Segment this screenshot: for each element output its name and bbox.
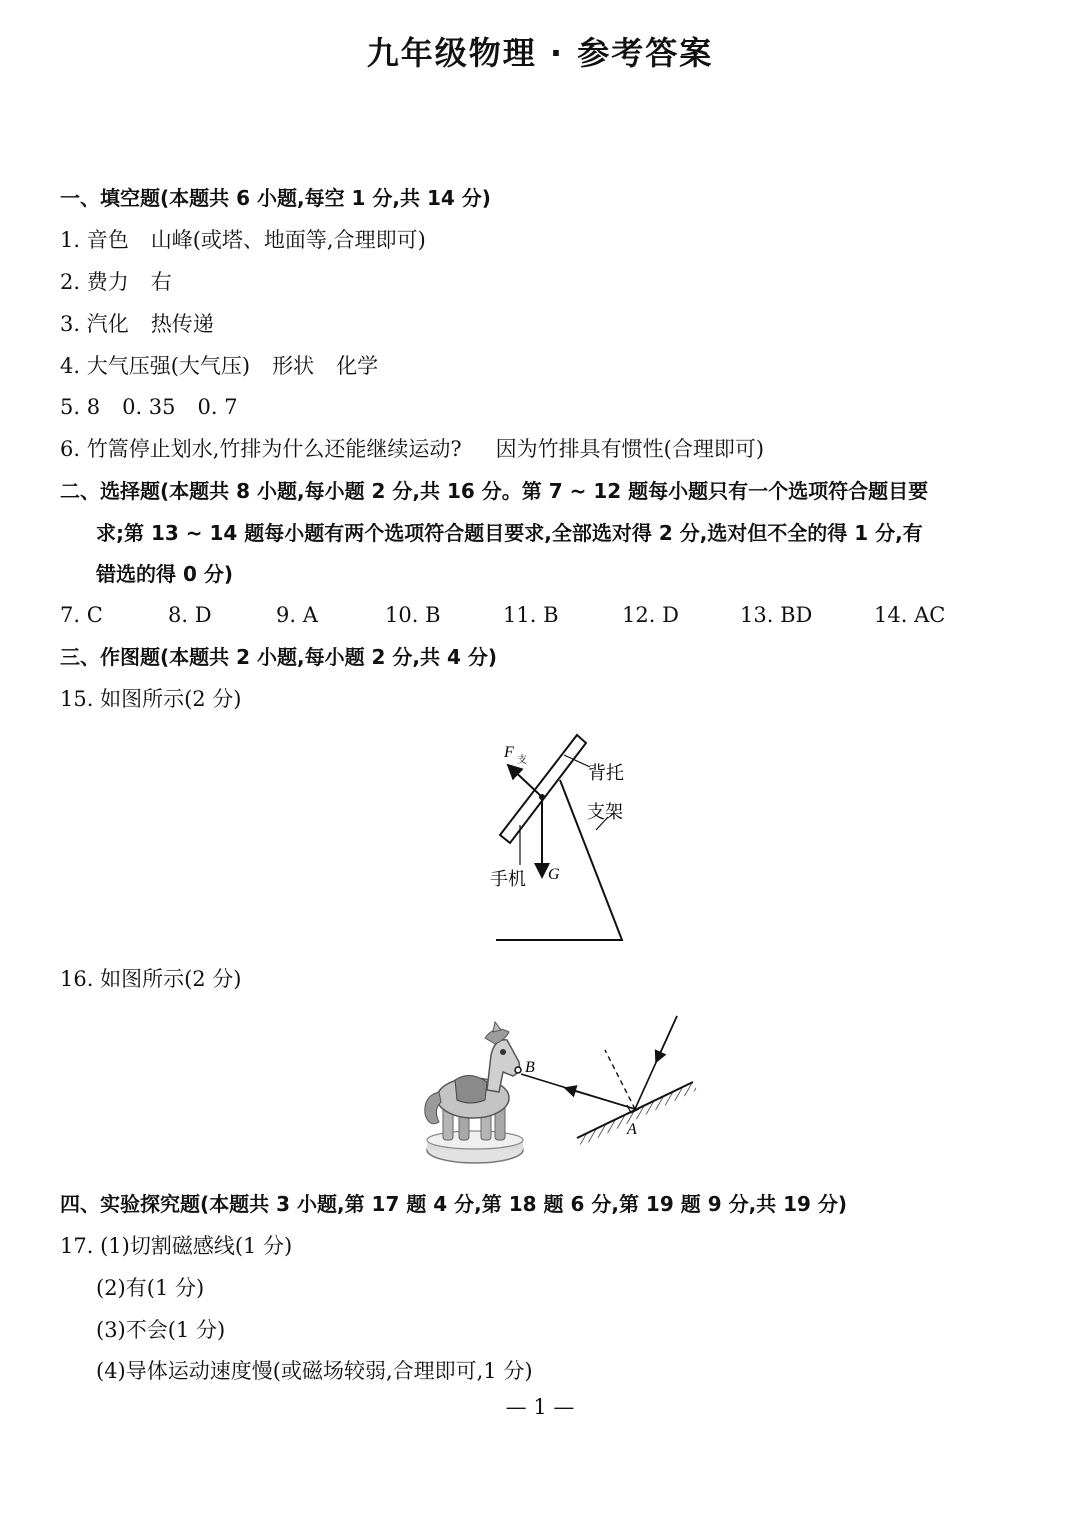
label-backrest: 背托 (588, 763, 624, 784)
label-point-a: A (627, 1121, 637, 1138)
page-number: — 1 — (505, 1395, 575, 1419)
q2-answer-2: 右 (150, 270, 172, 294)
normal-line (605, 1050, 635, 1109)
label-g: G (548, 866, 560, 883)
answer-q17-2: (2)有(1 分) (96, 1276, 205, 1300)
q6-question: 6. 竹篙停止划水,竹排为什么还能继续运动? (60, 437, 462, 461)
q3-answer-2: 热传递 (150, 312, 214, 336)
answer-q17-1: 17. (1)切割磁感线(1 分) (60, 1234, 293, 1258)
q4-answer-2: 形状 (272, 354, 315, 378)
q5-number-answer: 5. 8 (60, 395, 101, 419)
choice-answer-14: 14. AC (874, 603, 946, 627)
answer-q5 (60, 393, 238, 421)
section-3-heading: 三、作图题(本题共 2 小题,每小题 2 分,共 4 分) (60, 645, 498, 669)
label-point-b: B (525, 1059, 535, 1076)
answer-q6 (60, 435, 764, 463)
label-f-subscript: 支 (517, 755, 527, 766)
section-4-heading: 四、实验探究题(本题共 3 小题,第 17 题 4 分,第 18 题 6 分,第 19 题 9 分,共 19 分) (60, 1192, 848, 1216)
answer-q16: 16. 如图所示(2 分) (60, 967, 242, 991)
answer-q4 (60, 352, 378, 380)
section-1-heading: 一、填空题(本题共 6 小题,每空 1 分,共 14 分) (60, 186, 491, 210)
figure-15-phone-stand (480, 725, 660, 950)
choice-answer-10: 10. B (385, 603, 441, 627)
mirror-hatching (577, 1082, 697, 1146)
choice-answer-9: 9. A (276, 603, 318, 627)
q6-answer: 因为竹排具有惯性(合理即可) (495, 437, 765, 461)
section-2-heading-line-1: 二、选择题(本题共 8 小题,每小题 2 分,共 16 分。第 7 ~ 12 题每小题只有一个选项符合题目要 (60, 479, 929, 503)
q3-number-answer: 3. 汽化 (60, 312, 129, 336)
choice-answer-13: 13. BD (740, 603, 813, 627)
label-f: F (504, 744, 514, 761)
q5-answer-2: 0. 35 (122, 395, 176, 419)
page-title: 九年级物理 · 参考答案 (366, 34, 714, 72)
q5-answer-3: 0. 7 (197, 395, 238, 419)
answer-q2 (60, 268, 172, 296)
section-2-heading-line-2: 求;第 13 ~ 14 题每小题有两个选项符合题目要求,全部选对得 2 分,选对但不全的得 1 分,有 (96, 521, 923, 545)
reflected-ray-arrow (565, 1088, 635, 1109)
answer-q1 (60, 226, 426, 254)
support-force-arrow (508, 765, 542, 797)
q1-number-answer: 1. 音色 (60, 228, 129, 252)
choice-answer-7: 7. C (60, 603, 103, 627)
answer-q3 (60, 310, 214, 338)
horse-toy-figure (425, 1022, 523, 1163)
label-phone: 手机 (490, 869, 526, 890)
q4-answer-3: 化学 (336, 354, 379, 378)
choice-answer-12: 12. D (622, 603, 679, 627)
label-bracket: 支架 (587, 802, 623, 823)
q4-number-answer: 4. 大气压强(大气压) (60, 354, 251, 378)
section-2-heading-line-3: 错选的得 0 分) (96, 562, 233, 586)
answer-q17-3: (3)不会(1 分) (96, 1318, 226, 1342)
q2-number-answer: 2. 费力 (60, 270, 129, 294)
answer-q15: 15. 如图所示(2 分) (60, 687, 242, 711)
answer-q17-4: (4)导体运动速度慢(或磁场较弱,合理即可,1 分) (96, 1359, 533, 1383)
choice-answer-8: 8. D (168, 603, 212, 627)
q1-answer-2: 山峰(或塔、地面等,合理即可) (150, 228, 426, 252)
figure-16-reflection (415, 1010, 705, 1170)
choice-answer-11: 11. B (503, 603, 559, 627)
incident-ray-arrow (656, 1016, 677, 1062)
